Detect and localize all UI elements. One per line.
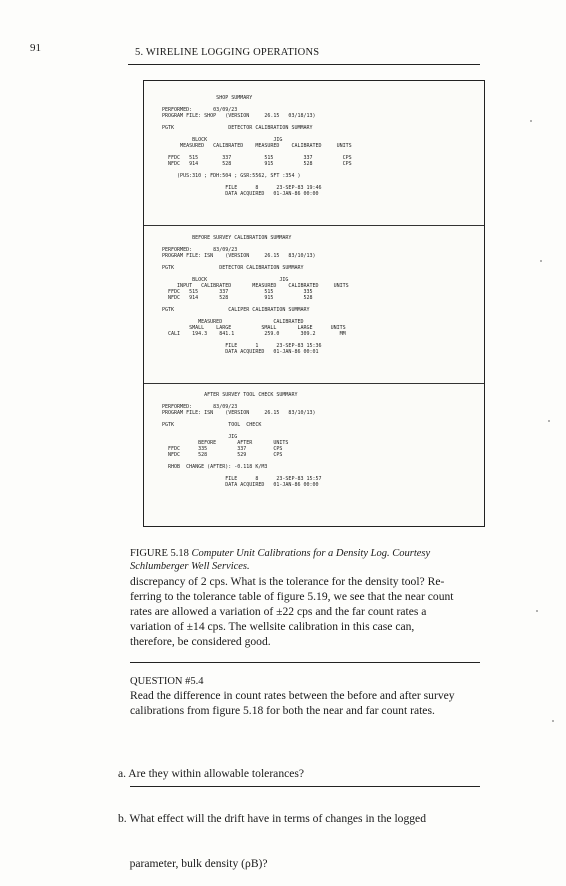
printout-line: FILE 8 23-SEP-83 15:57 — [162, 476, 322, 482]
question-item-b-cont: parameter, bulk density (ρB)? — [118, 857, 268, 870]
printout-line: PGTK DETECTOR CALIBRATION SUMMARY — [162, 125, 313, 131]
question-heading: QUESTION #5.4 — [130, 676, 204, 687]
printout-line: MEASURED CALIBRATED — [162, 319, 304, 325]
scan-speck — [530, 120, 532, 122]
scan-speck — [548, 420, 550, 422]
page-number: 91 — [30, 42, 41, 54]
printout-line: AFTER SURVEY TOOL CHECK SUMMARY — [162, 392, 298, 398]
printout-line: CALI 194.3 841.1 259.0 309.2 MM — [162, 331, 346, 337]
question-item-b: b. What effect will the drift have in terms of changes in the logged — [118, 812, 426, 825]
paragraph-line: therefore, be considered good. — [130, 635, 271, 648]
printout-line: BEFORE SURVEY CALIBRATION SUMMARY — [162, 235, 292, 241]
printout-line: BEFORE AFTER UNITS — [162, 440, 289, 446]
printout-line: PGTK DETECTOR CALIBRATION SUMMARY — [162, 265, 304, 271]
paragraph-line: variation of ±14 cps. The wellsite calibration in this case can, — [130, 620, 415, 633]
printout-line: (PUS:310 ; FDH:504 ; GSR:5562, SFT :354 ) — [162, 173, 301, 179]
question-rule-top — [130, 662, 480, 663]
printout-divider-2 — [144, 383, 484, 384]
question-body — [130, 688, 480, 718]
paragraph-line: rates are allowed a variation of ±22 cps and the far count rates a — [130, 605, 427, 618]
printout-line: PERFORMED: 03/09/23 — [162, 107, 238, 113]
printout-divider-1 — [144, 225, 484, 226]
figure-caption — [130, 547, 480, 573]
question-items — [118, 736, 483, 886]
printout-line: DATA ACQUIRED 01-JAN-86 00:00 — [162, 482, 319, 488]
paragraph-line: ferring to the tolerance table of figure 5.19, we see that the near count — [130, 590, 454, 603]
printout-line: BLOCK JIG — [162, 277, 289, 283]
printout-line: DATA ACQUIRED 01-JAN-86 00:00 — [162, 191, 319, 197]
header-rule — [128, 64, 480, 65]
caption-credit: Courtesy Schlumberger Well Services. — [130, 548, 431, 572]
printout-line: PERFORMED: 83/09/23 — [162, 247, 238, 253]
question-item-a: a. Are they within allowable tolerances? — [118, 767, 305, 780]
printout-line: NFDC 528 529 CPS — [162, 452, 283, 458]
caption-label: FIGURE 5.18 — [130, 548, 189, 559]
footer-rule — [130, 786, 480, 787]
printout-line: FILE 1 23-SEP-83 15:36 — [162, 343, 322, 349]
printout-line: PERFORMED: 83/09/23 — [162, 404, 238, 410]
paragraph-line: discrepancy of 2 cps. What is the tolerance for the density tool? Re- — [130, 575, 445, 588]
before-survey-summary — [162, 235, 349, 355]
printout-line: JIG — [162, 434, 238, 440]
printout-line: FILE 8 23-SEP-83 19:46 — [162, 185, 322, 191]
printout-line: FFDC 515 337 515 337 CPS — [162, 155, 352, 161]
running-title: 5. WIRELINE LOGGING OPERATIONS — [135, 47, 320, 58]
question-line: calibrations from figure 5.18 for both the near and far count rates. — [130, 704, 435, 717]
question-line: Read the difference in count rates between the before and after survey — [130, 689, 455, 702]
printout-line: DATA ACQUIRED 01-JAN-86 00:01 — [162, 349, 319, 355]
scan-speck — [552, 720, 554, 722]
printout-line: RHOB CHANGE (AFTER): -0.118 K/M3 — [162, 464, 268, 470]
printout-line: PGTK CALIPER CALIBRATION SUMMARY — [162, 307, 310, 313]
printout-line: NFDC 914 528 915 528 CPS — [162, 161, 352, 167]
printout-line: PROGRAM FILE: ISN (VERSION 26.15 83/10/13) — [162, 410, 316, 416]
body-paragraph — [130, 574, 480, 649]
printout-line: PGTK TOOL CHECK — [162, 422, 262, 428]
printout-line: SHOP SUMMARY — [162, 95, 253, 101]
printout-line: FFDC 515 337 515 335 — [162, 289, 313, 295]
printout-line: MEASURED CALIBRATED MEASURED CALIBRATED UNITS — [162, 143, 352, 149]
calibration-printout — [143, 80, 485, 527]
printout-line: BLOCK JIG — [162, 137, 283, 143]
printout-line: INPUT CALIBRATED MEASURED CALIBRATED UNITS — [162, 283, 349, 289]
printout-line: NFDC 914 528 915 528 — [162, 295, 313, 301]
caption-title: Computer Unit Calibrations for a Density Log. — [191, 548, 390, 559]
printout-line: PROGRAM FILE: SHOP (VERSION 26.15 03/18/13) — [162, 113, 316, 119]
shop-summary — [162, 95, 352, 197]
printout-line: FFDC 335 337 CPS — [162, 446, 283, 452]
printout-line: SMALL LARGE SMALL LARGE UNITS — [162, 325, 346, 331]
scan-speck — [540, 260, 542, 262]
scan-speck — [536, 610, 538, 612]
after-survey-summary — [162, 392, 322, 488]
printout-line: PROGRAM FILE: ISN (VERSION 26.15 83/10/13) — [162, 253, 316, 259]
